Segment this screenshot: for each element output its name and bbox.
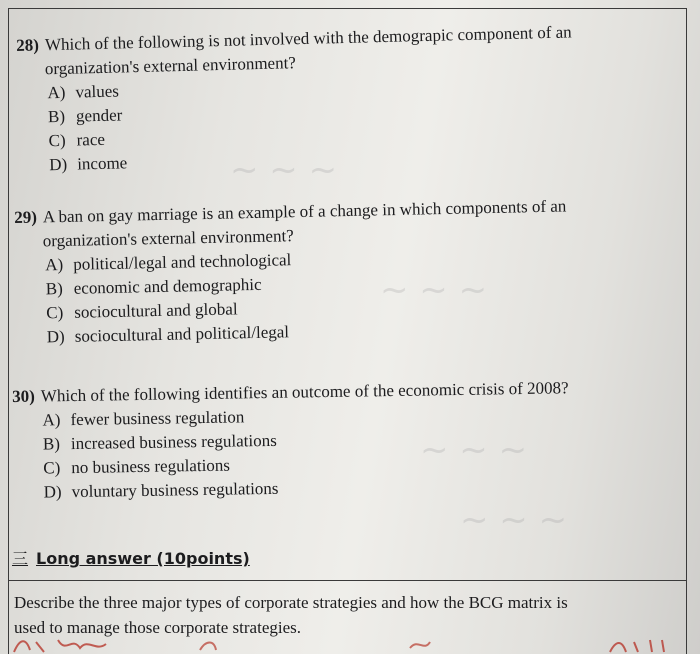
option-b[interactable]: B) economic and demographic bbox=[45, 274, 262, 299]
section-numeral: 三 bbox=[12, 549, 29, 568]
long-answer-prompt bbox=[14, 590, 674, 640]
question-number: 29) bbox=[14, 207, 38, 227]
option-c[interactable]: C) race bbox=[48, 129, 106, 151]
option-c[interactable]: C) no business regulations bbox=[43, 455, 231, 478]
prompt-line: used to manage those corporate strategies. bbox=[14, 618, 302, 637]
question-30 bbox=[12, 376, 570, 505]
question-text: A ban on gay marriage is an example of a change in which components of an bbox=[42, 196, 567, 227]
prompt-line: Describe the three major types of corporate strategies and how the BCG matrix is bbox=[14, 593, 568, 612]
question-29 bbox=[14, 194, 569, 350]
question-text-continued: organization's external environment? bbox=[42, 226, 294, 251]
option-b[interactable]: B) increased business regulations bbox=[42, 430, 277, 454]
handwriting-stroke bbox=[200, 642, 430, 650]
option-a[interactable]: A) fewer business regulation bbox=[42, 407, 245, 430]
question-text: Which of the following identifies an outcome of the economic crisis of 2008? bbox=[40, 378, 569, 406]
question-number: 30) bbox=[12, 386, 35, 406]
question-text: Which of the following is not involved with the demograpic component of an bbox=[44, 22, 572, 55]
question-text-continued: organization's external environment? bbox=[44, 53, 297, 79]
option-a[interactable]: A) values bbox=[47, 81, 120, 103]
option-d[interactable]: D) income bbox=[48, 153, 128, 175]
option-d[interactable]: D) sociocultural and political/legal bbox=[46, 322, 290, 347]
handwriting-stroke bbox=[610, 640, 664, 652]
question-number: 28) bbox=[16, 35, 40, 55]
section-title: Long answer (10points) bbox=[36, 549, 250, 568]
option-b[interactable]: B) gender bbox=[47, 105, 123, 127]
handwriting-stroke bbox=[14, 640, 106, 652]
show-through-smudge: ~ ~ ~ bbox=[420, 430, 528, 470]
show-through-smudge: ~ ~ ~ bbox=[460, 500, 568, 540]
show-through-smudge: ~ ~ ~ bbox=[380, 270, 488, 310]
handwriting-marks bbox=[10, 636, 690, 654]
option-a[interactable]: A) political/legal and technological bbox=[45, 250, 292, 275]
option-d[interactable]: D) voluntary business regulations bbox=[43, 478, 279, 502]
show-through-smudge: ~ ~ ~ bbox=[230, 150, 338, 190]
section-divider bbox=[9, 580, 686, 581]
section-heading bbox=[12, 546, 250, 569]
option-c[interactable]: C) sociocultural and global bbox=[46, 299, 238, 323]
question-28 bbox=[16, 20, 575, 178]
